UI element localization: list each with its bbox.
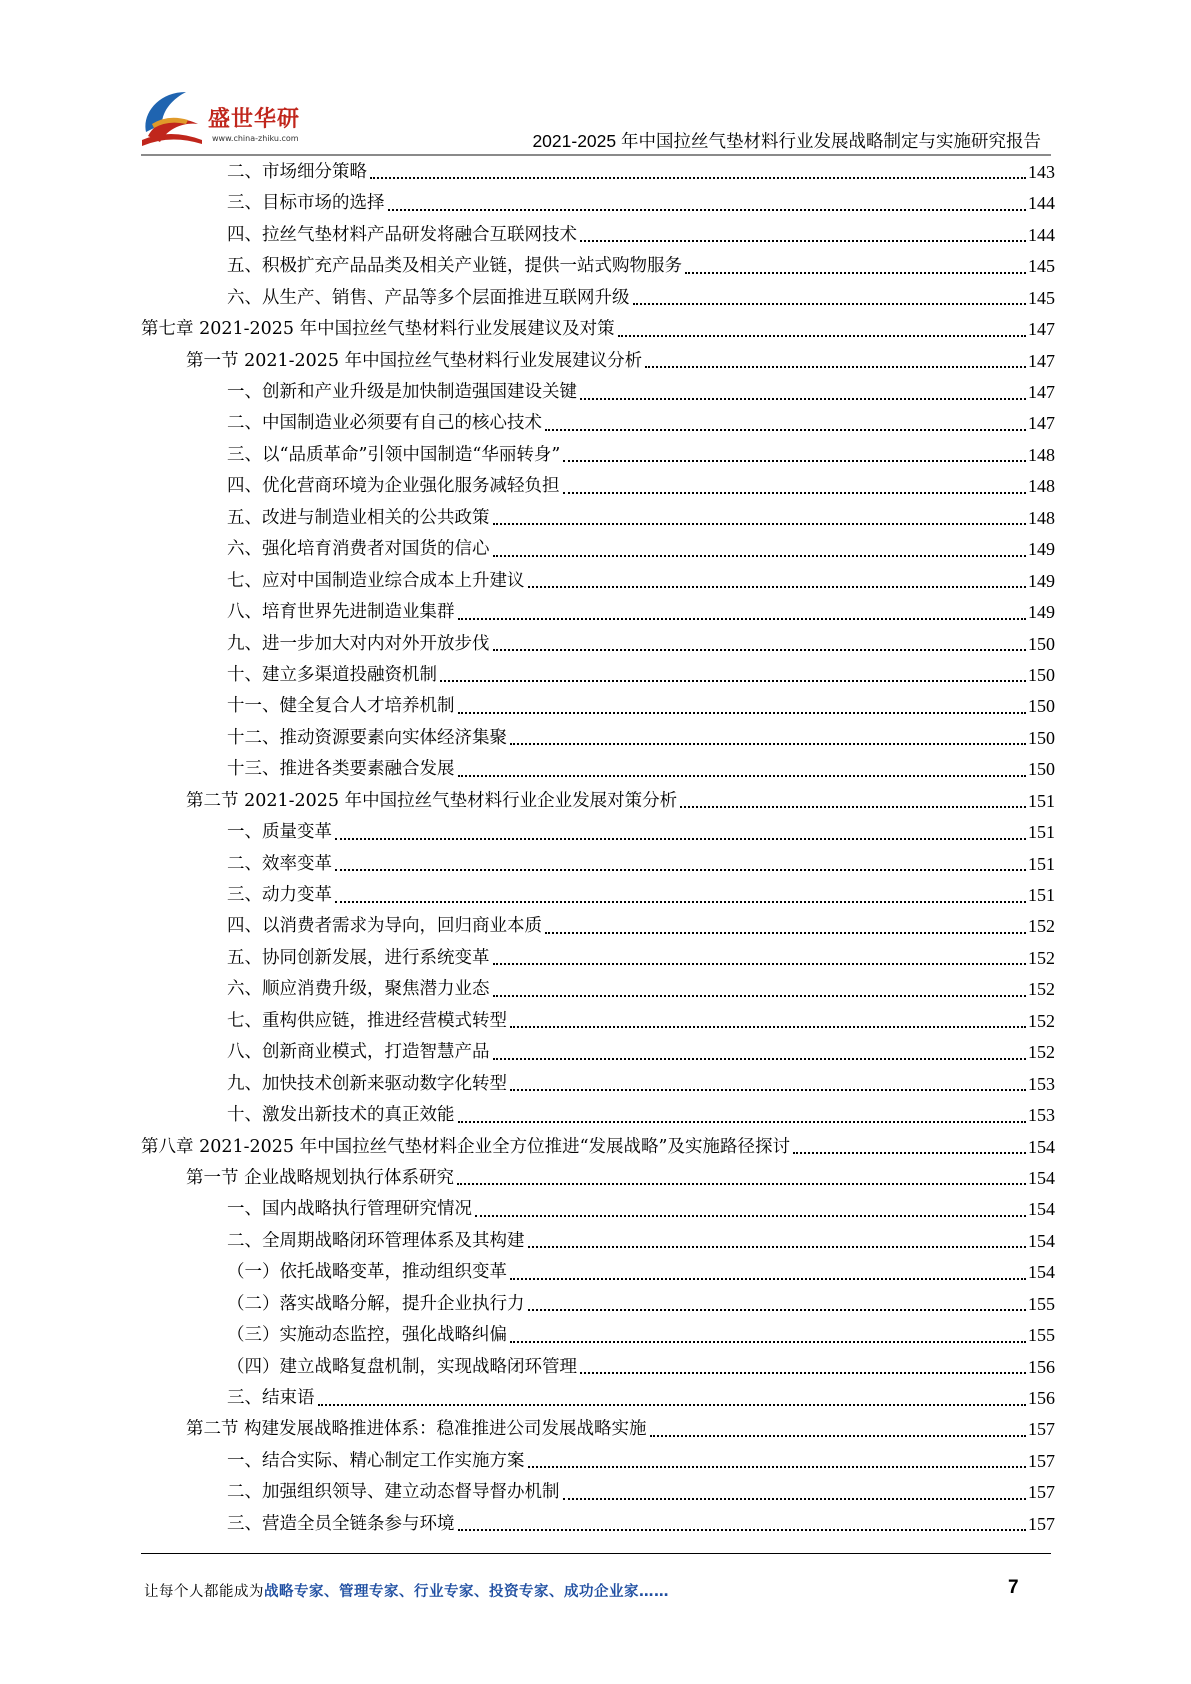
- page-header: [0, 0, 1191, 160]
- toc-entry[interactable]: [141, 786, 1055, 817]
- toc-leader-dots: [580, 1372, 1026, 1374]
- toc-leader-dots: [645, 366, 1026, 368]
- toc-entry-page: 155: [1028, 1325, 1055, 1346]
- toc-entry-page: 152: [1028, 947, 1055, 968]
- toc-entry[interactable]: [141, 943, 1055, 974]
- toc-leader-dots: [510, 1026, 1026, 1028]
- toc-entry[interactable]: [141, 974, 1055, 1005]
- toc-entry-title: 四、以消费者需求为导向，回归商业本质: [227, 916, 542, 937]
- toc-entry-title: 二、效率变革: [227, 853, 332, 874]
- toc-leader-dots: [493, 555, 1027, 557]
- toc-entry[interactable]: [141, 188, 1055, 219]
- toc-entry-page: 151: [1028, 822, 1055, 843]
- toc-entry-title: 三、动力变革: [227, 885, 332, 906]
- toc-entry[interactable]: [141, 880, 1055, 911]
- toc-entry-page: 149: [1028, 539, 1055, 560]
- toc-entry-page: 156: [1028, 1356, 1055, 1377]
- toc-entry[interactable]: [141, 1163, 1055, 1194]
- toc-entry-title: 四、拉丝气垫材料产品研发将融合互联网技术: [227, 224, 577, 245]
- toc-entry-page: 153: [1028, 1105, 1055, 1126]
- toc-leader-dots: [528, 586, 1027, 588]
- toc-entry-page: 150: [1028, 633, 1055, 654]
- slogan-prefix: 让每个人都能成为: [144, 1584, 264, 1600]
- toc-entry-title: 第一节 企业战略规划执行体系研究: [186, 1167, 455, 1188]
- logo-name: 盛世华研: [208, 107, 301, 132]
- toc-leader-dots: [633, 303, 1027, 305]
- toc-entry-page: 151: [1028, 853, 1055, 874]
- toc-entry-title: 六、顺应消费升级，聚焦潜力业态: [227, 979, 490, 1000]
- toc-entry[interactable]: [141, 1132, 1055, 1163]
- footer-divider: [141, 1553, 1051, 1554]
- toc-entry[interactable]: [141, 597, 1055, 628]
- toc-entry[interactable]: [141, 754, 1055, 785]
- toc-entry-page: 144: [1028, 224, 1055, 245]
- toc-entry[interactable]: [141, 283, 1055, 314]
- toc-leader-dots: [458, 1529, 1027, 1531]
- toc-entry[interactable]: [141, 1037, 1055, 1068]
- toc-entry[interactable]: [141, 1194, 1055, 1225]
- toc-entry-page: 157: [1028, 1513, 1055, 1534]
- toc-entry-title: 第八章 2021-2025 年中国拉丝气垫材料企业全方位推进“发展战略”及实施路径探讨: [141, 1136, 791, 1157]
- toc-entry-page: 144: [1028, 193, 1055, 214]
- header-divider: [141, 154, 1051, 156]
- toc-leader-dots: [685, 272, 1026, 274]
- toc-entry-page: 154: [1028, 1262, 1055, 1283]
- toc-entry[interactable]: [141, 1509, 1055, 1540]
- toc-entry[interactable]: [141, 1446, 1055, 1477]
- toc-entry[interactable]: [141, 157, 1055, 188]
- toc-leader-dots: [493, 963, 1027, 965]
- toc-entry-page: 145: [1028, 256, 1055, 277]
- toc-entry-page: 152: [1028, 1042, 1055, 1063]
- toc-entry-title: 二、加强组织领导、建立动态督导督办机制: [227, 1482, 560, 1503]
- toc-leader-dots: [493, 995, 1027, 997]
- toc-entry[interactable]: [141, 377, 1055, 408]
- slogan-highlight: 战略专家、管理专家、行业专家、投资专家、成功企业家……: [264, 1584, 669, 1600]
- toc-entry-page: 151: [1028, 790, 1055, 811]
- toc-leader-dots: [680, 806, 1026, 808]
- toc-leader-dots: [493, 649, 1027, 651]
- toc-entry-title: 六、强化培育消费者对国货的信心: [227, 539, 490, 560]
- toc-leader-dots: [510, 1089, 1026, 1091]
- toc-entry-title: 二、中国制造业必须要有自己的核心技术: [227, 413, 542, 434]
- toc-entry-page: 143: [1028, 161, 1055, 182]
- toc-entry-title: 三、结束语: [227, 1388, 315, 1409]
- toc-leader-dots: [528, 1309, 1027, 1311]
- toc-entry[interactable]: [141, 1415, 1055, 1446]
- toc-leader-dots: [580, 240, 1026, 242]
- toc-leader-dots: [458, 1121, 1027, 1123]
- toc-entry[interactable]: [141, 471, 1055, 502]
- toc-leader-dots: [545, 932, 1026, 934]
- toc-entry-title: （二）落实战略分解，提升企业执行力: [227, 1293, 525, 1314]
- toc-leader-dots: [493, 1058, 1027, 1060]
- toc-leader-dots: [545, 429, 1026, 431]
- toc-entry[interactable]: [141, 440, 1055, 471]
- toc-entry[interactable]: [141, 660, 1055, 691]
- toc-entry-title: 十一、健全复合人才培养机制: [227, 696, 455, 717]
- toc-entry[interactable]: [141, 251, 1055, 282]
- toc-entry[interactable]: [141, 314, 1055, 345]
- toc-leader-dots: [510, 743, 1026, 745]
- toc-entry-title: 二、市场细分策略: [227, 161, 367, 182]
- toc-entry-title: 一、创新和产业升级是加快制造强国建设关键: [227, 382, 577, 403]
- toc-entry[interactable]: [141, 534, 1055, 565]
- toc-leader-dots: [563, 492, 1027, 494]
- toc-leader-dots: [618, 335, 1026, 337]
- toc-entry-title: （四）建立战略复盘机制，实现战略闭环管理: [227, 1356, 577, 1377]
- toc-entry-title: 七、应对中国制造业综合成本上升建议: [227, 570, 525, 591]
- toc-entry-page: 152: [1028, 979, 1055, 1000]
- toc-entry-page: 149: [1028, 570, 1055, 591]
- toc-entry[interactable]: [141, 817, 1055, 848]
- toc-entry-title: 九、进一步加大对内对外开放步伐: [227, 633, 490, 654]
- toc-entry-page: 148: [1028, 444, 1055, 465]
- toc-entry-title: 六、从生产、销售、产品等多个层面推进互联网升级: [227, 287, 630, 308]
- toc-entry-page: 154: [1028, 1167, 1055, 1188]
- toc-leader-dots: [370, 177, 1026, 179]
- toc-entry-title: （一）依托战略变革，推动组织变革: [227, 1262, 507, 1283]
- toc-leader-dots: [510, 1341, 1026, 1343]
- toc-leader-dots: [388, 209, 1027, 211]
- toc-leader-dots: [528, 1246, 1027, 1248]
- toc-leader-dots: [335, 869, 1026, 871]
- toc-entry-title: 十、建立多渠道投融资机制: [227, 664, 437, 685]
- document-title: 2021-2025 年中国拉丝气垫材料行业发展战略制定与实施研究报告: [532, 131, 1041, 151]
- toc-entry-page: 151: [1028, 885, 1055, 906]
- toc-leader-dots: [793, 1152, 1026, 1154]
- toc-entry-page: 148: [1028, 476, 1055, 497]
- toc-leader-dots: [458, 618, 1027, 620]
- toc-entry-title: （三）实施动态监控，强化战略纠偏: [227, 1325, 507, 1346]
- toc-entry[interactable]: [141, 912, 1055, 943]
- toc-entry[interactable]: [141, 723, 1055, 754]
- toc-entry[interactable]: [141, 691, 1055, 722]
- toc-leader-dots: [563, 1498, 1027, 1500]
- toc-leader-dots: [650, 1435, 1026, 1437]
- toc-entry-page: 150: [1028, 727, 1055, 748]
- toc-entry-title: 第一节 2021-2025 年中国拉丝气垫材料行业发展建议分析: [186, 350, 643, 371]
- toc-leader-dots: [335, 901, 1026, 903]
- toc-entry[interactable]: [141, 1006, 1055, 1037]
- toc-entry[interactable]: [141, 1320, 1055, 1351]
- toc-entry-title: 一、国内战略执行管理研究情况: [227, 1199, 472, 1220]
- toc-leader-dots: [440, 680, 1026, 682]
- toc-entry[interactable]: [141, 1226, 1055, 1257]
- toc-leader-dots: [580, 398, 1026, 400]
- toc-leader-dots: [318, 1404, 1027, 1406]
- toc-entry[interactable]: [141, 220, 1055, 251]
- toc-leader-dots: [528, 1466, 1027, 1468]
- toc-entry[interactable]: [141, 1289, 1055, 1320]
- toc-leader-dots: [475, 1215, 1026, 1217]
- toc-entry-title: 三、目标市场的选择: [227, 193, 385, 214]
- toc-entry[interactable]: [141, 1383, 1055, 1414]
- toc-entry-page: 157: [1028, 1482, 1055, 1503]
- toc-entry-title: 一、结合实际、精心制定工作实施方案: [227, 1450, 525, 1471]
- toc-entry-page: 154: [1028, 1230, 1055, 1251]
- toc-entry-title: 十二、推动资源要素向实体经济集聚: [227, 727, 507, 748]
- toc-leader-dots: [510, 1278, 1026, 1280]
- toc-entry-title: 五、积极扩充产品品类及相关产业链，提供一站式购物服务: [227, 256, 682, 277]
- toc-entry-page: 153: [1028, 1073, 1055, 1094]
- toc-entry-title: 九、加快技术创新来驱动数字化转型: [227, 1073, 507, 1094]
- toc-entry-page: 157: [1028, 1419, 1055, 1440]
- toc-entry-title: 第七章 2021-2025 年中国拉丝气垫材料行业发展建议及对策: [141, 319, 615, 340]
- toc-entry[interactable]: [141, 1069, 1055, 1100]
- toc-entry-page: 156: [1028, 1388, 1055, 1409]
- toc-entry-page: 152: [1028, 916, 1055, 937]
- logo-url: www.china-zhiku.com: [212, 134, 299, 143]
- toc-entry[interactable]: [141, 629, 1055, 660]
- toc-entry-page: 145: [1028, 287, 1055, 308]
- table-of-contents: [141, 157, 1055, 1540]
- toc-entry-page: 152: [1028, 1010, 1055, 1031]
- toc-entry-page: 157: [1028, 1450, 1055, 1471]
- toc-entry-title: 十三、推进各类要素融合发展: [227, 759, 455, 780]
- toc-entry-title: 三、营造全员全链条参与环境: [227, 1513, 455, 1534]
- toc-entry-title: 第二节 2021-2025 年中国拉丝气垫材料行业企业发展对策分析: [186, 790, 678, 811]
- toc-leader-dots: [457, 1183, 1026, 1185]
- toc-entry-title: 第二节 构建发展战略推进体系：稳准推进公司发展战略实施: [186, 1419, 647, 1440]
- toc-entry-page: 154: [1028, 1136, 1055, 1157]
- toc-entry-page: 149: [1028, 602, 1055, 623]
- toc-entry-page: 147: [1028, 319, 1055, 340]
- toc-entry-title: 二、全周期战略闭环管理体系及其构建: [227, 1230, 525, 1251]
- toc-entry-title: 十、激发出新技术的真正效能: [227, 1105, 455, 1126]
- toc-entry-page: 155: [1028, 1293, 1055, 1314]
- toc-leader-dots: [335, 838, 1026, 840]
- toc-leader-dots: [458, 712, 1027, 714]
- toc-entry-title: 三、以“品质革命”引领中国制造“华丽转身”: [227, 444, 561, 465]
- toc-entry-page: 147: [1028, 350, 1055, 371]
- toc-entry-title: 七、重构供应链，推进经营模式转型: [227, 1010, 507, 1031]
- toc-entry[interactable]: [141, 1100, 1055, 1131]
- toc-entry-title: 一、质量变革: [227, 822, 332, 843]
- toc-entry[interactable]: [141, 503, 1055, 534]
- toc-entry-page: 147: [1028, 382, 1055, 403]
- toc-entry-page: 150: [1028, 759, 1055, 780]
- toc-entry-page: 147: [1028, 413, 1055, 434]
- footer-slogan: [144, 1580, 669, 1601]
- toc-entry[interactable]: [141, 1477, 1055, 1508]
- toc-entry[interactable]: [141, 566, 1055, 597]
- toc-entry-page: 150: [1028, 696, 1055, 717]
- toc-entry-title: 四、优化营商环境为企业强化服务减轻负担: [227, 476, 560, 497]
- toc-entry-page: 150: [1028, 664, 1055, 685]
- toc-entry[interactable]: [141, 346, 1055, 377]
- toc-leader-dots: [493, 523, 1027, 525]
- toc-entry-page: 148: [1028, 507, 1055, 528]
- toc-entry-title: 五、改进与制造业相关的公共政策: [227, 507, 490, 528]
- toc-leader-dots: [563, 460, 1026, 462]
- toc-entry-title: 八、培育世界先进制造业集群: [227, 602, 455, 623]
- toc-entry[interactable]: [141, 1352, 1055, 1383]
- toc-entry[interactable]: [141, 409, 1055, 440]
- toc-entry[interactable]: [141, 1257, 1055, 1288]
- toc-entry-page: 154: [1028, 1199, 1055, 1220]
- toc-entry-title: 八、创新商业模式，打造智慧产品: [227, 1042, 490, 1063]
- toc-leader-dots: [458, 775, 1027, 777]
- page-number: 7: [1008, 1577, 1019, 1598]
- toc-entry-title: 五、协同创新发展，进行系统变革: [227, 947, 490, 968]
- toc-entry[interactable]: [141, 849, 1055, 880]
